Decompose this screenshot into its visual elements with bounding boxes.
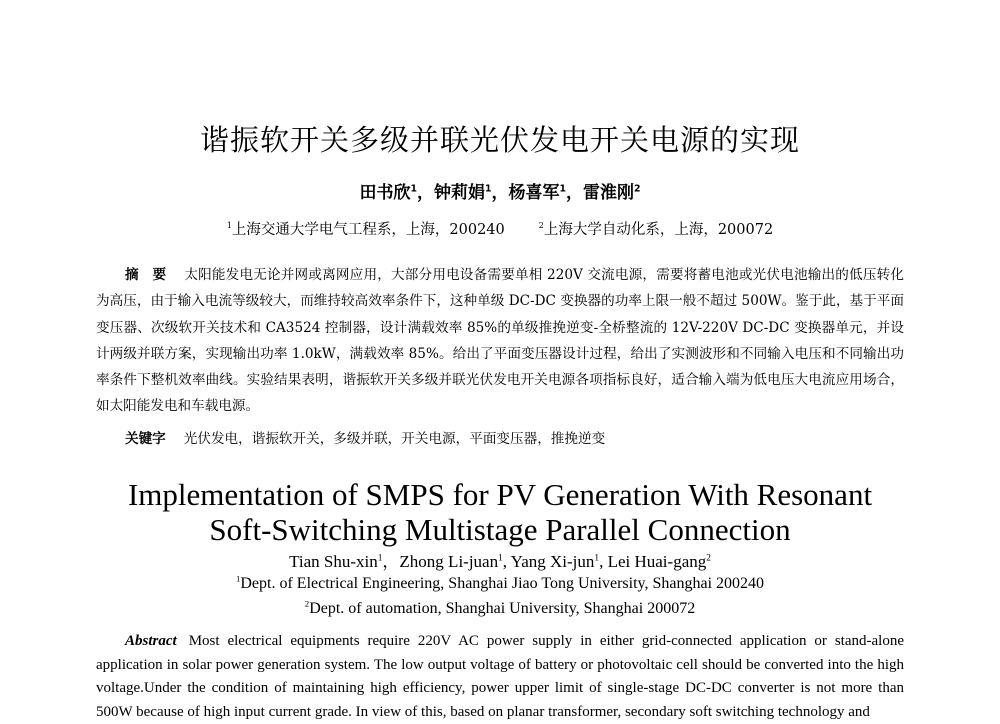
en-author: Lei Huai-gang$^2$ [607,552,711,571]
english-title [0,477,1000,547]
english-title-line: Soft-Switching Multistage Parallel Connection [209,512,791,547]
cn-author: 田书欣$^1$， [359,183,434,203]
cn-author: 杨喜军$^1$， [508,183,584,203]
english-title-line: Implementation of SMPS for PV Generation With Resonant [127,477,873,512]
cn-affiliation: $^1$上海交通大学电气工程系，上海，200240 [226,221,505,238]
cn-author: 钟莉娟$^1$， [433,183,509,203]
chinese-affiliations [0,218,1000,239]
cn-affiliation: $^2$上海大学自动化系，上海，200072 [538,221,774,238]
english-affiliation: $^1$Dept. of Electrical Engineering, Shanghai Jiao Tong University, Shanghai 200240 [235,573,765,592]
abstract-text: 太阳能发电无论并网或离网应用，大部分用电设备需要单相 220V 交流电源，需要将蓄电池或光伏电池输出的低压转化为高压，由于输入电流等级较大，而维持较高效率条件下，这种单级 DC-DC 变换器的功率上限一般不超过 500W。鉴于此，基于平面变压器、次级软开关技术和 CA3524 控制器，设计满载效率 85%的单级推挽逆变-全桥整流的 12V-220V DC-DC 变换器单元，并设计两级并联方案，实现输出功率 1.0kW，满载效率 85%。给出了平面变压器设计过程，给出了实测波形和不同输入电压和不同输出功率条件下整机效率曲线。实验结果表明，谐振软开关多级并联光伏发电开关电源各项指标良好，适合输入端为低电压大电流应用场合，如太阳能发电和车载电源。 [96,267,905,415]
en-author: Tian Shu-xin$^1$， [289,552,400,571]
english-affiliation: $^2$Dept. of automation, Shanghai University, Shanghai 200072 [304,598,696,617]
abstract-label: 摘 要 [125,267,167,283]
abstract-label: Abstract [125,633,177,649]
abstract-text: Most electrical equipments require 220V AC power supply in either grid-connected application or stand-alone application in solar power generation system. The low output voltage of battery or photovoltaic cell should be converted into the high voltage.Under the condition of maintaining high efficiency, power upper limit of single-stage DC-DC converter is not more than 500W because of high input current grade. In view of this, based on planar transformer, secondary soft switching technology and [96,633,904,720]
english-authors [0,547,1000,572]
keywords-text: 光伏发电，谐振软开关，多级并联，开关电源，平面变压器，推挽逆变 [183,431,606,447]
cn-author: 雷淮刚$^2$ [583,183,641,203]
chinese-authors [0,178,1000,203]
english-abstract [96,630,904,724]
keywords-label: 关键字 [125,431,166,447]
en-author: Zhong Li-juan$^1$, [399,552,511,571]
chinese-abstract [96,262,904,420]
chinese-title: 谐振软开关多级并联光伏发电开关电源的实现 [199,123,800,157]
en-author: Yang Xi-jun$^1$, [510,552,608,571]
chinese-keywords [125,427,905,447]
